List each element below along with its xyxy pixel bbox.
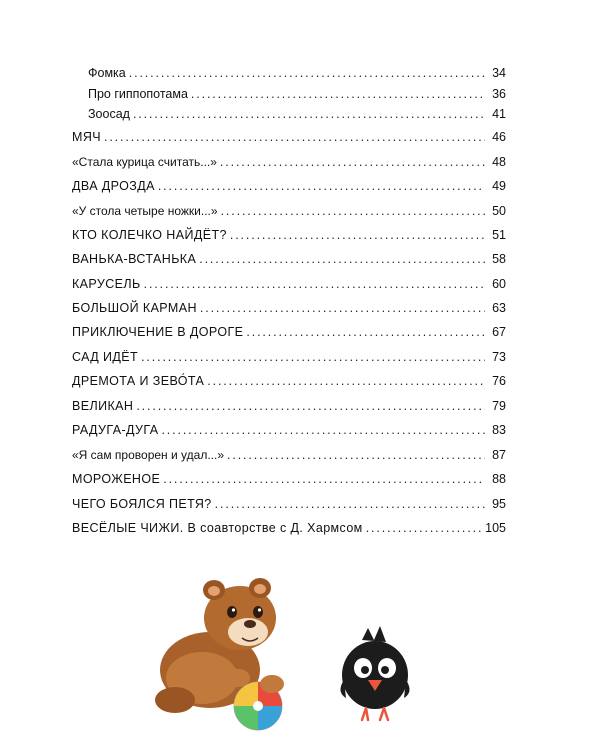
toc-entry-page: 58 xyxy=(492,252,506,266)
toc-entry xyxy=(72,299,506,317)
toc-entry-title: ПРИКЛЮЧЕНИЕ В ДОРОГЕ xyxy=(72,325,244,339)
toc-entry xyxy=(72,226,506,244)
toc-entry xyxy=(72,495,506,513)
toc-entry-title: РАДУГА-ДУГА xyxy=(72,423,159,437)
toc-dot-leader xyxy=(163,470,485,488)
toc-entry-title: БОЛЬШОЙ КАРМАН xyxy=(72,301,197,315)
toc-entry-page: 60 xyxy=(492,277,506,291)
toc-entry-title: Зоосад xyxy=(88,107,130,121)
toc-entry xyxy=(72,421,506,439)
bear-cub-with-ball-icon xyxy=(155,578,284,730)
toc-entry-title: «Я сам проворен и удал...» xyxy=(72,448,224,462)
toc-entry-title: МОРОЖЕНОЕ xyxy=(72,472,161,486)
toc-entry xyxy=(72,177,506,195)
toc-entry-page: 49 xyxy=(492,179,506,193)
toc-entry xyxy=(88,64,506,82)
toc-entry-page: 48 xyxy=(492,155,506,169)
toc-entry xyxy=(88,105,506,123)
toc-dot-leader xyxy=(230,226,485,244)
toc-dot-leader xyxy=(246,323,485,341)
toc-dot-leader xyxy=(366,519,482,537)
toc-entry-page: 88 xyxy=(492,472,506,486)
toc-dot-leader xyxy=(133,105,485,123)
toc-entry-title: ДВА ДРОЗДА xyxy=(72,179,155,193)
toc-entry-page: 73 xyxy=(492,350,506,364)
toc-entry-page: 95 xyxy=(492,497,506,511)
toc-entry-title: КТО КОЛЕЧКО НАЙДЁТ? xyxy=(72,228,227,242)
toc-dot-leader xyxy=(207,372,485,390)
toc-dot-leader xyxy=(215,495,485,513)
toc-entry xyxy=(72,202,506,220)
toc-entry-title: ВЕСЁЛЫЕ ЧИЖИ. В соавторстве с Д. Хармсом xyxy=(72,521,363,535)
toc-entry xyxy=(72,153,506,171)
toc-dot-leader xyxy=(144,275,485,293)
toc-entry xyxy=(72,470,506,488)
toc-dot-leader xyxy=(220,153,485,171)
toc-entry xyxy=(72,519,506,537)
toc-dot-leader xyxy=(191,85,485,103)
black-chick-icon xyxy=(340,626,409,720)
toc-entry-page: 34 xyxy=(492,66,506,80)
toc-entry-page: 41 xyxy=(492,107,506,121)
toc-entry-page: 76 xyxy=(492,374,506,388)
toc-dot-leader xyxy=(136,397,485,415)
toc-dot-leader xyxy=(129,64,485,82)
toc-dot-leader xyxy=(221,202,485,220)
toc-dot-leader xyxy=(104,128,485,146)
toc-dot-leader xyxy=(227,446,485,464)
toc-entry-title: «Стала курица считать...» xyxy=(72,155,217,169)
toc-entry-title: «У стола четыре ножки...» xyxy=(72,204,218,218)
toc-entry-title: МЯЧ xyxy=(72,130,101,144)
toc-entry-page: 46 xyxy=(492,130,506,144)
toc-entry-page: 63 xyxy=(492,301,506,315)
toc-dot-leader xyxy=(141,348,485,366)
toc-entry xyxy=(72,397,506,415)
toc-entry-title: САД ИДЁТ xyxy=(72,350,139,364)
toc-dot-leader xyxy=(161,421,485,439)
toc-entry-title: ВАНЬКА-ВСТАНЬКА xyxy=(72,252,197,266)
toc-entry-page: 83 xyxy=(492,423,506,437)
illustration xyxy=(140,560,440,740)
toc-entry-page: 105 xyxy=(485,521,506,535)
toc-entry-title: ВЕЛИКАН xyxy=(72,399,134,413)
toc-entry xyxy=(88,85,506,103)
toc-entry xyxy=(72,446,506,464)
toc-entry xyxy=(72,128,506,146)
toc-entry-page: 67 xyxy=(492,325,506,339)
toc-entry xyxy=(72,250,506,268)
toc-entry-page: 36 xyxy=(492,87,506,101)
toc-dot-leader xyxy=(199,250,485,268)
toc-dot-leader xyxy=(158,177,485,195)
toc-entry xyxy=(72,348,506,366)
toc-entry xyxy=(72,372,506,390)
toc-entry xyxy=(72,323,506,341)
toc-entry-title: ДРЕМОТА И ЗЕВО́ТА xyxy=(72,374,205,388)
toc-entry-page: 50 xyxy=(492,204,506,218)
toc-entry-title: Фомка xyxy=(88,66,126,80)
toc-entry-title: Про гиппопотама xyxy=(88,87,188,101)
toc-entry-title: КАРУСЕЛЬ xyxy=(72,277,141,291)
toc-entry-page: 51 xyxy=(492,228,506,242)
toc-entry xyxy=(72,275,506,293)
toc-dot-leader xyxy=(200,299,485,317)
toc-entry-title: ЧЕГО БОЯЛСЯ ПЕТЯ? xyxy=(72,497,212,511)
toc-entry-page: 87 xyxy=(492,448,506,462)
toc-entry-page: 79 xyxy=(492,399,506,413)
